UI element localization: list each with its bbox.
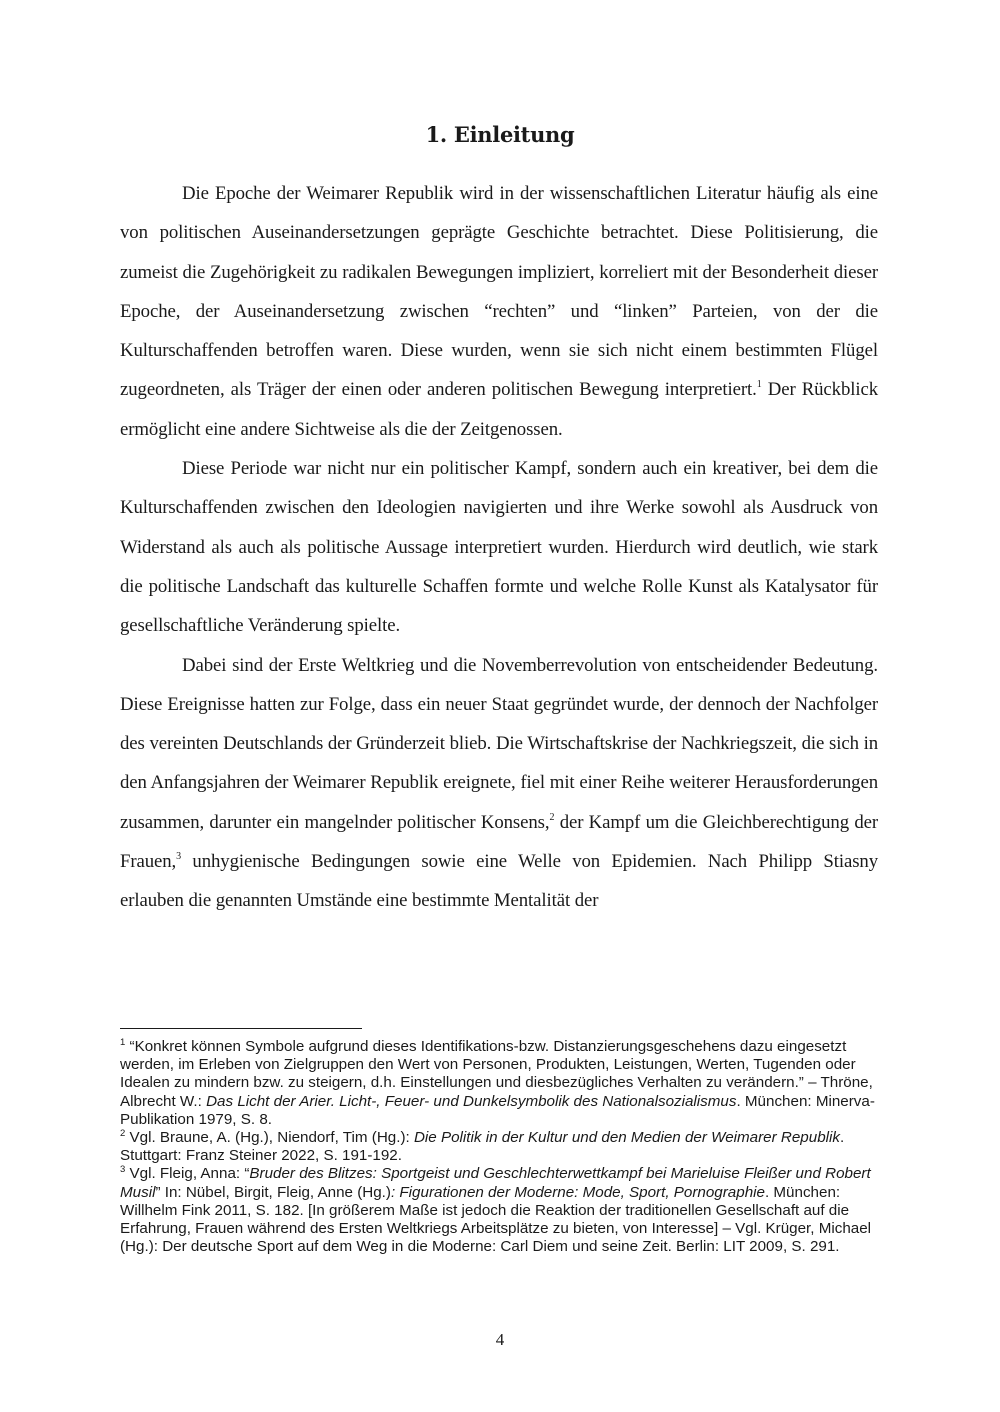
footnote xyxy=(120,1165,880,1256)
footnote-reference[interactable]: 3 xyxy=(176,851,182,863)
footnote-text: . München: Willhelm Fink 2011, S. 182. [In größerem Maße ist jedoch die Reaktion der traditionellen Gesellschaft auf die Erfahrung, Frauen während des Ersten Weltkriegs Arbeitsplätze zu bieten, von Interesse] – Vgl. Krüger, Michael (Hg.): Der deutsche Sport auf dem Weg in die Moderne: Carl Diem und seine Zeit. Berlin: LIT 2009, S. 291. xyxy=(120,1183,872,1256)
footnote-separator xyxy=(120,1028,362,1029)
footnote-reference[interactable]: 1 xyxy=(756,379,762,391)
paragraph xyxy=(120,449,878,645)
paragraph xyxy=(120,646,878,921)
footnote-text: “Konkret können Symbole aufgrund dieses Identifikations-bzw. Distanzierungsgeschehens dazu eingesetzt werden, im Erleben von Zielgruppen den Wert von Personen, Produkten, Leistungen, Werten, Tugenden oder Idealen zu mindern bzw. zu steigern, d.h. Einstellungen und diesbezügliches Verhalten zu verändern.” – Thröne, Albrecht W.: xyxy=(120,1038,873,1110)
paragraph-text: Der Rückblick ermöglicht eine andere Sichtweise als die der Zeitgenossen. xyxy=(120,379,878,440)
paragraph-text: der Kampf um die Gleichberechtigung der Frauen, xyxy=(120,811,878,873)
footnote-text: Vgl. Braune, A. (Hg.), Niendorf, Tim (Hg.): xyxy=(125,1129,414,1147)
footnote xyxy=(120,1038,880,1129)
footnote-title: Das Licht der Arier. Licht-, Feuer- und Dunkelsymbolik des Nationalsozialismus xyxy=(206,1092,737,1110)
body-text xyxy=(120,174,878,921)
footnote-title: : Figurationen der Moderne: Mode, Sport, Pornographie xyxy=(390,1183,765,1201)
paragraph-text: unhygienische Bedingungen sowie eine Welle von Epidemien. Nach Philipp Stiasny erlauben die genannten Umstände eine bestimmte Mentalität der xyxy=(120,851,878,912)
footnote-number: 1 xyxy=(120,1037,126,1048)
footnote-reference[interactable]: 2 xyxy=(549,811,555,823)
page-number: 4 xyxy=(495,1330,505,1349)
footnote-text: Vgl. Fleig, Anna: “ xyxy=(125,1165,250,1183)
footnote-number: 3 xyxy=(120,1164,126,1176)
paragraph-text: Diese Periode war nicht nur ein politischer Kampf, sondern auch ein kreativer, bei dem die Kulturschaffenden zwischen den Ideologien navigierten und ihre Werke sowohl als Ausdruck von Widerstand als auch als politische Aussage interpretiert wurden. Hierdurch wird deutlich, wie stark die politische Landschaft das kulturelle Schaffen formte und welche Rolle Kunst als Katalysator für gesellschaftliche Veränderung spielte. xyxy=(120,458,878,637)
paragraph-text: Dabei sind der Erste Weltkrieg und die Novemberrevolution von entscheidender Bedeutung. Diese Ereignisse hatten zur Folge, dass ein neuer Staat gegründet wurde, der dennoch der Nachfolger des vereinten Deutschlands der Gründerzeit blieb. Die Wirtschaftskrise der Nachkriegszeit, die sich in den Anfangsjahren der Weimarer Republik ereignete, fiel mit einer Reihe weiterer Herausforderungen zusammen, darunter ein mangelnder politischer Konsens, xyxy=(120,654,878,833)
footnote-title: Bruder des Blitzes: Sportgeist und Geschlechterwettkampf bei Marieluise Fleißer und Robert Musil xyxy=(120,1165,871,1201)
paragraph-text: Die Epoche der Weimarer Republik wird in der wissenschaftlichen Literatur häufig als eine von politischen Auseinandersetzungen geprägte Geschichte betrachtet. Diese Politisierung, die zumeist die Zugehörigkeit zu radikalen Bewegungen impliziert, korreliert mit der Besonderheit dieser Epoche, der Auseinandersetzung zwischen “rechten” und “linken” Parteien, von der die Kulturschaffenden betroffen waren. Diese wurden, wenn sie sich nicht einem bestimmten Flügel zugeordneten, als Träger der einen oder anderen politischen Bewegung interpretiert. xyxy=(120,183,878,401)
section-heading: 1. Einleitung xyxy=(425,122,575,147)
paragraph xyxy=(120,174,878,449)
footnote-text: . Stuttgart: Franz Steiner 2022, S. 191-192. xyxy=(120,1129,845,1165)
footnotes xyxy=(120,1038,880,1256)
footnote-number: 2 xyxy=(120,1128,126,1140)
footnote xyxy=(120,1129,880,1165)
footnote-title: Die Politik in der Kultur und den Medien der Weimarer Republik xyxy=(413,1129,840,1147)
footnote-text: ” In: Nübel, Birgit, Fleig, Anne (Hg.) xyxy=(155,1183,391,1201)
footnote-text: . München: Minerva-Publikation 1979, S. 8. xyxy=(120,1092,875,1128)
